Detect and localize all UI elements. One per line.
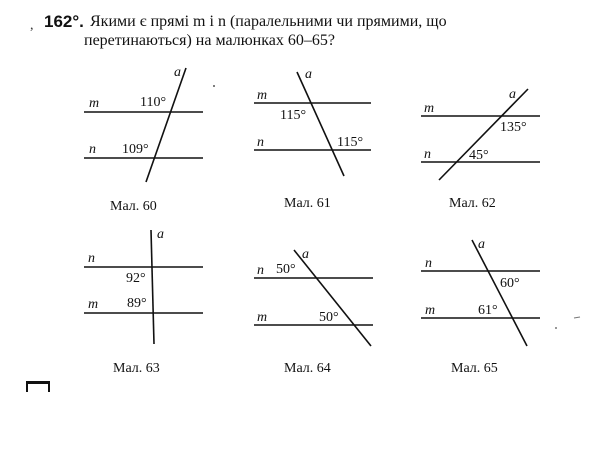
figure-62: [421, 87, 540, 211]
figure-caption: Мал. 65: [451, 361, 498, 376]
line-m-label: m: [89, 96, 100, 111]
problem-number: 162°.: [44, 12, 84, 31]
transversal-label: a: [174, 65, 181, 80]
scan-speck: [574, 317, 580, 318]
transversal-label: a: [302, 247, 309, 262]
transversal-a: [472, 240, 527, 346]
figure-caption: Мал. 62: [449, 196, 496, 211]
transversal-label: a: [509, 87, 516, 102]
line-m-label: m: [257, 88, 268, 103]
figure-caption: Мал. 60: [110, 199, 157, 214]
figure-65: [421, 237, 540, 376]
line-m-label: m: [424, 101, 435, 116]
line-m-label: m: [88, 297, 99, 312]
line-n-label: n: [425, 256, 432, 271]
figure-63: [84, 227, 203, 376]
transversal-a: [297, 72, 344, 176]
angle-label-2: 109°: [122, 142, 149, 157]
line-n-label: n: [88, 251, 95, 266]
line-m-label: m: [257, 310, 268, 325]
page-number-box: [26, 381, 50, 392]
angle-label-2: 89°: [127, 296, 147, 311]
line-n-label: n: [257, 135, 264, 150]
problem-text-line-1: Якими є прямі m і n (паралельними чи прямими, що: [90, 13, 447, 30]
angle-label-1: 135°: [500, 120, 527, 135]
transversal-label: a: [305, 67, 312, 82]
figure-60: [84, 65, 203, 214]
angle-label-1: 115°: [280, 108, 307, 123]
figure-caption: Мал. 63: [113, 361, 160, 376]
transversal-a: [146, 68, 186, 182]
line-n-label: n: [257, 263, 264, 278]
transversal-a: [294, 250, 371, 346]
angle-label-1: 60°: [500, 276, 520, 291]
figure-caption: Мал. 61: [284, 196, 331, 211]
scan-speck: [555, 327, 557, 329]
angle-label-1: 50°: [276, 262, 296, 277]
angle-label-2: 45°: [469, 148, 489, 163]
figure-61: [254, 67, 371, 211]
scan-speck: [213, 85, 215, 87]
figure-caption: Мал. 64: [284, 361, 331, 376]
transversal-a: [151, 230, 154, 344]
transversal-label: a: [157, 227, 164, 242]
angle-label-1: 110°: [140, 95, 167, 110]
figure-64: [254, 247, 373, 376]
angle-label-1: 92°: [126, 271, 146, 286]
angle-label-2: 61°: [478, 303, 498, 318]
transversal-label: a: [478, 237, 485, 252]
angle-label-2: 50°: [319, 310, 339, 325]
line-n-label: n: [424, 147, 431, 162]
angle-label-2: 115°: [337, 135, 364, 150]
problem-text-line-2: перетинаються) на малюнках 60–65?: [84, 32, 335, 49]
line-n-label: n: [89, 142, 96, 157]
line-m-label: m: [425, 303, 436, 318]
margin-mark: ,: [30, 18, 34, 33]
